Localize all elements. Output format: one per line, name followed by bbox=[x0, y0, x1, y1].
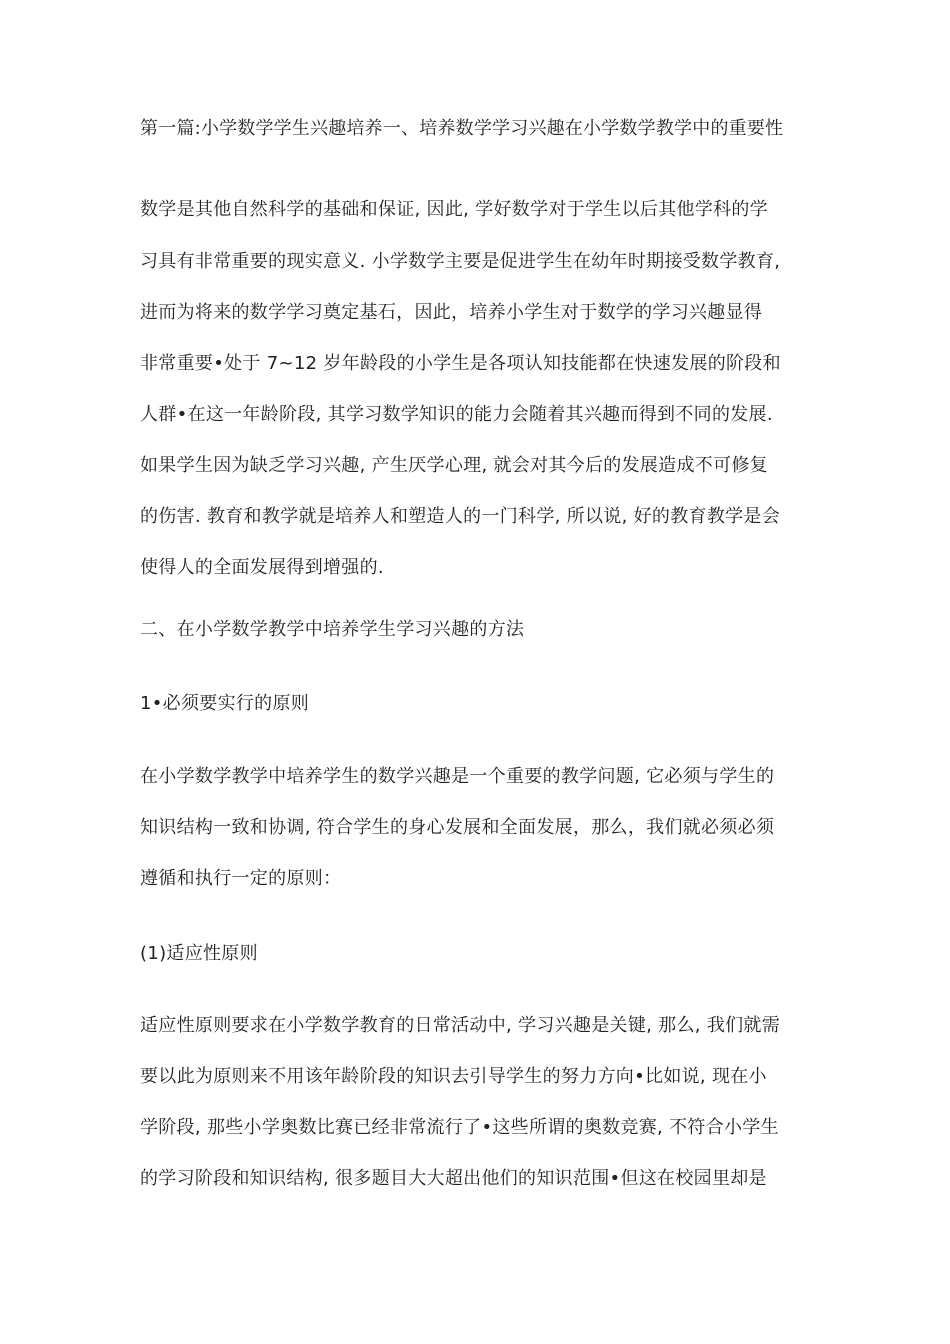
paragraph-line: 适应性原则要求在小学数学教育的日常活动中, 学习兴趣是关键, 那么, 我们就需 bbox=[140, 1015, 781, 1036]
paragraph-line: 要以此为原则来不用该年龄阶段的知识去引导学生的努力方向•比如说, 现在小 bbox=[140, 1066, 767, 1087]
paragraph-line: 如果学生因为缺乏学习兴趣, 产生厌学心理, 就会对其今后的发展造成不可修复 bbox=[140, 455, 768, 476]
document-title: 第一篇:小学数学学生兴趣培养一、培养数学学习兴趣在小学数学教学中的重要性 bbox=[140, 118, 784, 139]
paragraph-line: 习具有非常重要的现实意义. 小学数学主要是促进学生在幼年时期接受数学教育, bbox=[140, 251, 781, 272]
paragraph-line: 的伤害. 教育和教学就是培养人和塑造人的一门科学, 所以说, 好的教育教学是会 bbox=[140, 506, 781, 527]
paragraph-line: 在小学数学教学中培养学生的数学兴趣是一个重要的教学问题, 它必须与学生的 bbox=[140, 766, 775, 787]
subsection-heading: (1)适应性原则 bbox=[140, 943, 258, 964]
section-heading: 二、在小学数学教学中培养学生学习兴趣的方法 bbox=[140, 619, 525, 640]
paragraph-line: 非常重要•处于 7~12 岁年龄段的小学生是各项认知技能都在快速发展的阶段和 bbox=[140, 353, 781, 374]
paragraph-line: 人群•在这一年龄阶段, 其学习数学知识的能力会随着其兴趣而得到不同的发展. bbox=[140, 404, 773, 425]
paragraph-line: 学阶段, 那些小学奥数比赛已经非常流行了•这些所谓的奥数竞赛, 不符合小学生 bbox=[140, 1117, 779, 1138]
paragraph-line: 知识结构一致和协调, 符合学生的身心发展和全面发展，那么，我们就必须必须 bbox=[140, 817, 775, 838]
paragraph-line: 使得人的全面发展得到增强的. bbox=[140, 557, 384, 578]
paragraph-line: 遵循和执行一定的原则： bbox=[140, 868, 342, 889]
paragraph-line: 数学是其他自然科学的基础和保证, 因此, 学好数学对于学生以后其他学科的学 bbox=[140, 199, 768, 220]
subsection-heading: 1•必须要实行的原则 bbox=[140, 693, 310, 714]
paragraph-line: 的学习阶段和知识结构, 很多题目大大超出他们的知识范围•但这在校园里却是 bbox=[140, 1168, 767, 1189]
paragraph-line: 进而为将来的数学学习奠定基石，因此，培养小学生对于数学的学习兴趣显得 bbox=[140, 302, 763, 323]
